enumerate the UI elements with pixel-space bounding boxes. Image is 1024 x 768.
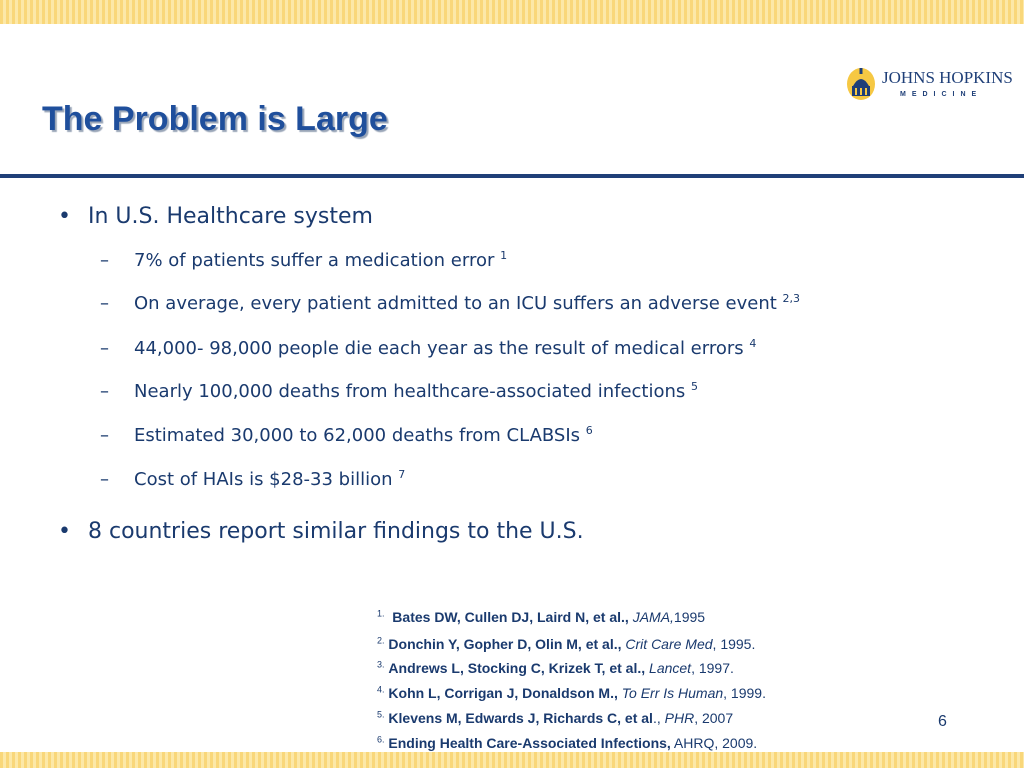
reference-authors: Donchin Y, Gopher D, Olin M, et al.,: [388, 636, 622, 652]
reference-number: 4.: [377, 684, 385, 695]
sub-bullet-marker: –: [100, 250, 109, 271]
reference-journal: To Err Is Human: [621, 685, 724, 701]
slide-title: The Problem is Large: [42, 100, 388, 138]
reference-journal: JAMA,: [632, 609, 674, 625]
reference-item: [377, 685, 766, 701]
sub-bullet-marker: –: [100, 293, 109, 314]
reference-authors: Kohn L, Corrigan J, Donaldson M.,: [388, 685, 618, 701]
sub-bullet-marker: –: [100, 338, 109, 359]
sub-bullet-text: 44,000- 98,000 people die each year as the result of medical errors: [134, 338, 744, 359]
citation-ref: 7: [398, 468, 406, 481]
reference-detail: AHRQ, 2009.: [673, 735, 758, 751]
citation-ref: 1: [500, 249, 508, 262]
reference-item: [377, 735, 757, 751]
reference-authors: Ending Health Care-Associated Infections,: [388, 735, 671, 751]
citation-ref: 6: [585, 424, 593, 437]
reference-item: [377, 660, 734, 676]
reference-authors: Klevens M, Edwards J, Richards C, et al: [388, 710, 653, 726]
reference-item: [377, 609, 705, 625]
reference-number: 6.: [377, 734, 385, 745]
logo-wordmark: JOHNS HOPKINS: [882, 68, 1013, 87]
top-decorative-stripe: [0, 0, 1024, 24]
dome-icon: [846, 66, 876, 102]
bullet-text: 8 countries report similar findings to the U.S.: [88, 519, 584, 544]
sub-bullet-text: Nearly 100,000 deaths from healthcare-associated infections: [134, 381, 686, 402]
reference-journal: PHR: [664, 710, 695, 726]
reference-item: [377, 636, 755, 652]
reference-authors: Andrews L, Stocking C, Krizek T, et al.,: [388, 660, 646, 676]
bullet-marker: •: [58, 204, 71, 229]
bottom-decorative-stripe: [0, 752, 1024, 768]
citation-ref: 4: [749, 337, 757, 350]
reference-item: [377, 710, 733, 726]
reference-number: 5.: [377, 709, 385, 720]
sub-bullet-text: 7% of patients suffer a medication error: [134, 250, 495, 271]
reference-authors: Bates DW, Cullen DJ, Laird N, et al.,: [392, 609, 629, 625]
sub-bullet-text: On average, every patient admitted to an ICU suffers an adverse event: [134, 293, 777, 314]
johns-hopkins-logo: [846, 64, 1013, 104]
reference-detail: , 2007: [694, 710, 734, 726]
sub-bullet-marker: –: [100, 381, 109, 402]
reference-detail: , 1999.: [723, 685, 766, 701]
reference-number: 1.: [377, 608, 385, 619]
sub-bullet-marker: –: [100, 469, 109, 490]
sub-bullet-text: Estimated 30,000 to 62,000 deaths from CLABSIs: [134, 425, 581, 446]
header-divider: [0, 174, 1024, 178]
reference-detail: 1995: [673, 609, 706, 625]
reference-journal: Lancet: [649, 660, 692, 676]
sub-bullet-text: Cost of HAIs is $28-33 billion: [134, 469, 393, 490]
reference-number: 3.: [377, 659, 385, 670]
reference-number: 2.: [377, 635, 385, 646]
bullet-text: In U.S. Healthcare system: [88, 204, 373, 229]
reference-journal: Crit Care Med: [625, 636, 713, 652]
bullet-marker: •: [58, 519, 71, 544]
reference-detail: , 1995.: [712, 636, 756, 652]
reference-detail: , 1997.: [691, 660, 734, 676]
sub-bullet-marker: –: [100, 425, 109, 446]
page-number: 6: [938, 713, 947, 730]
reference-punctuation: .,: [652, 710, 661, 726]
citation-ref: 2,3: [782, 292, 801, 305]
citation-ref: 5: [691, 380, 699, 393]
logo-subtitle: MEDICINE: [900, 91, 983, 98]
